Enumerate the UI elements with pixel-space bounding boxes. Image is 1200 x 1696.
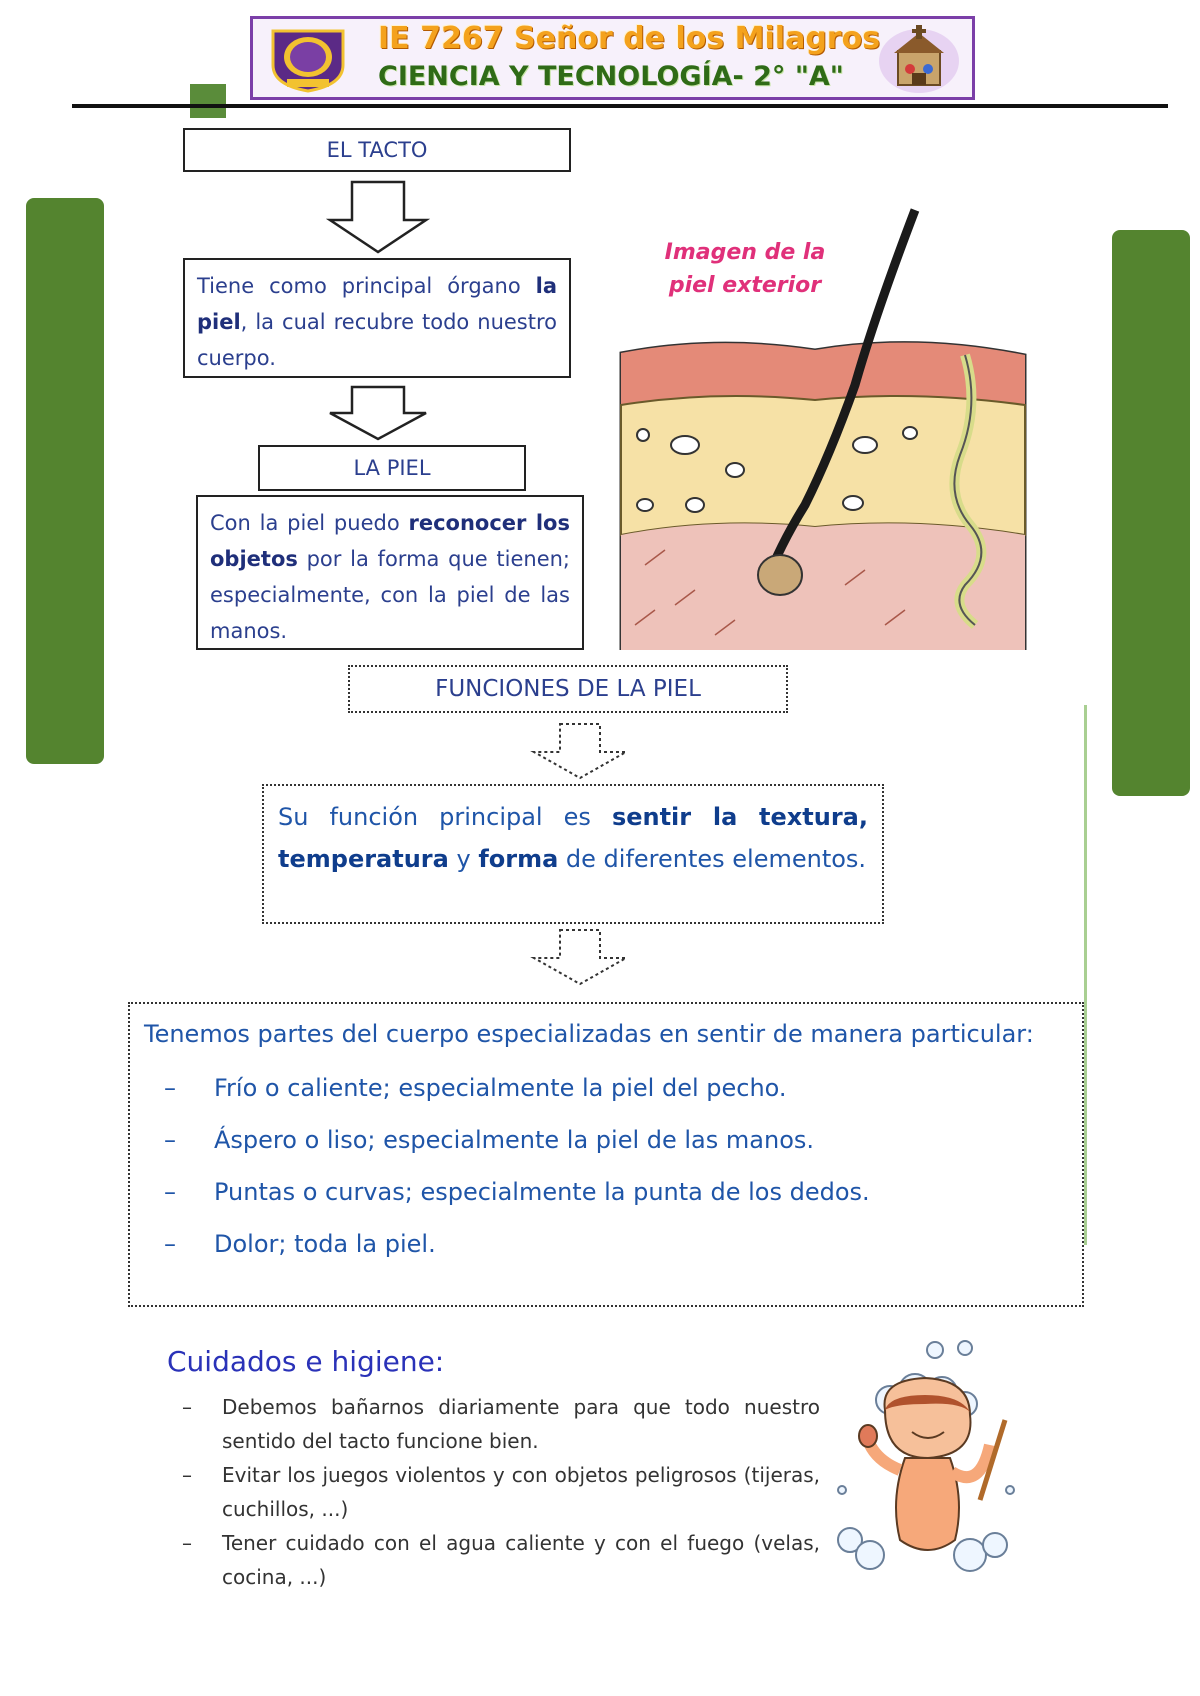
list-item: – Frío o caliente; especialmente la piel del pecho. [164, 1074, 787, 1102]
header-banner [250, 16, 975, 100]
skin-text-bold: reconocer los objetos [210, 511, 570, 571]
functions-text-bold-1: sentir la textura, temperatura [278, 803, 868, 873]
down-arrow-icon [326, 385, 430, 441]
skin-cross-section-illustration [615, 205, 1030, 650]
care-list [180, 1390, 820, 1594]
down-arrow-icon [530, 722, 630, 780]
list-item: – Tener cuidado con el agua caliente y con el fuego (velas, cocina, ...) [182, 1531, 820, 1589]
organ-text-end: , la cual recubre todo nuestro cuerpo. [197, 310, 557, 370]
skin-title: LA PIEL [353, 456, 431, 480]
body-parts-list [144, 1062, 1068, 1270]
header-accent-square [190, 84, 226, 118]
touch-title-box [183, 128, 571, 172]
list-item: – Áspero o liso; especialmente la piel de las manos. [164, 1126, 815, 1154]
body-parts-box [128, 1002, 1084, 1307]
list-item: – Evitar los juegos violentos y con objetos peligrosos (tijeras, cuchillos, ...) [182, 1463, 820, 1521]
functions-text-start: Su función principal es [278, 803, 612, 831]
list-item: – Puntas o curvas; especialmente la punta de los dedos. [164, 1178, 870, 1206]
header-rule [72, 104, 1168, 108]
organ-box [183, 258, 571, 378]
list-item: – Dolor; toda la piel. [164, 1230, 436, 1258]
church-icon [876, 23, 962, 95]
right-divider-line [1084, 705, 1087, 1245]
organ-text-bold: la piel [197, 274, 557, 334]
functions-title-box [348, 665, 788, 713]
functions-text-mid: y [448, 845, 479, 873]
functions-text-end: de diferentes elementos. [558, 845, 867, 873]
bathing-boy-illustration [830, 1340, 1020, 1580]
skin-text-start: Con la piel puedo [210, 511, 409, 535]
down-arrow-icon [326, 180, 430, 254]
organ-text-start: Tiene como principal órgano [197, 274, 536, 298]
body-parts-intro: Tenemos partes del cuerpo especializadas en sentir de manera particular: [144, 1020, 1034, 1048]
down-arrow-icon [530, 928, 630, 986]
school-crest-icon [267, 25, 349, 93]
school-name: IE 7267 Señor de los Milagros [378, 21, 881, 56]
skin-title-box [258, 445, 526, 491]
functions-title: FUNCIONES DE LA PIEL [435, 676, 701, 702]
left-green-bar [26, 198, 104, 764]
functions-text-bold-2: forma [478, 845, 559, 873]
skin-text-end: por la forma que tienen; especialmente, con la piel de las manos. [210, 547, 570, 643]
right-green-bar [1112, 230, 1190, 796]
functions-text-box [262, 784, 884, 924]
skin-box [196, 495, 584, 650]
skin-image-caption: Imagen de la piel exterior [664, 240, 826, 298]
touch-title: EL TACTO [326, 138, 428, 162]
course-name: CIENCIA Y TECNOLOGÍA- 2° "A" [378, 61, 844, 92]
list-item: – Debemos bañarnos diariamente para que todo nuestro sentido del tacto funcione bien. [182, 1395, 820, 1453]
care-heading: Cuidados e higiene: [167, 1345, 445, 1378]
